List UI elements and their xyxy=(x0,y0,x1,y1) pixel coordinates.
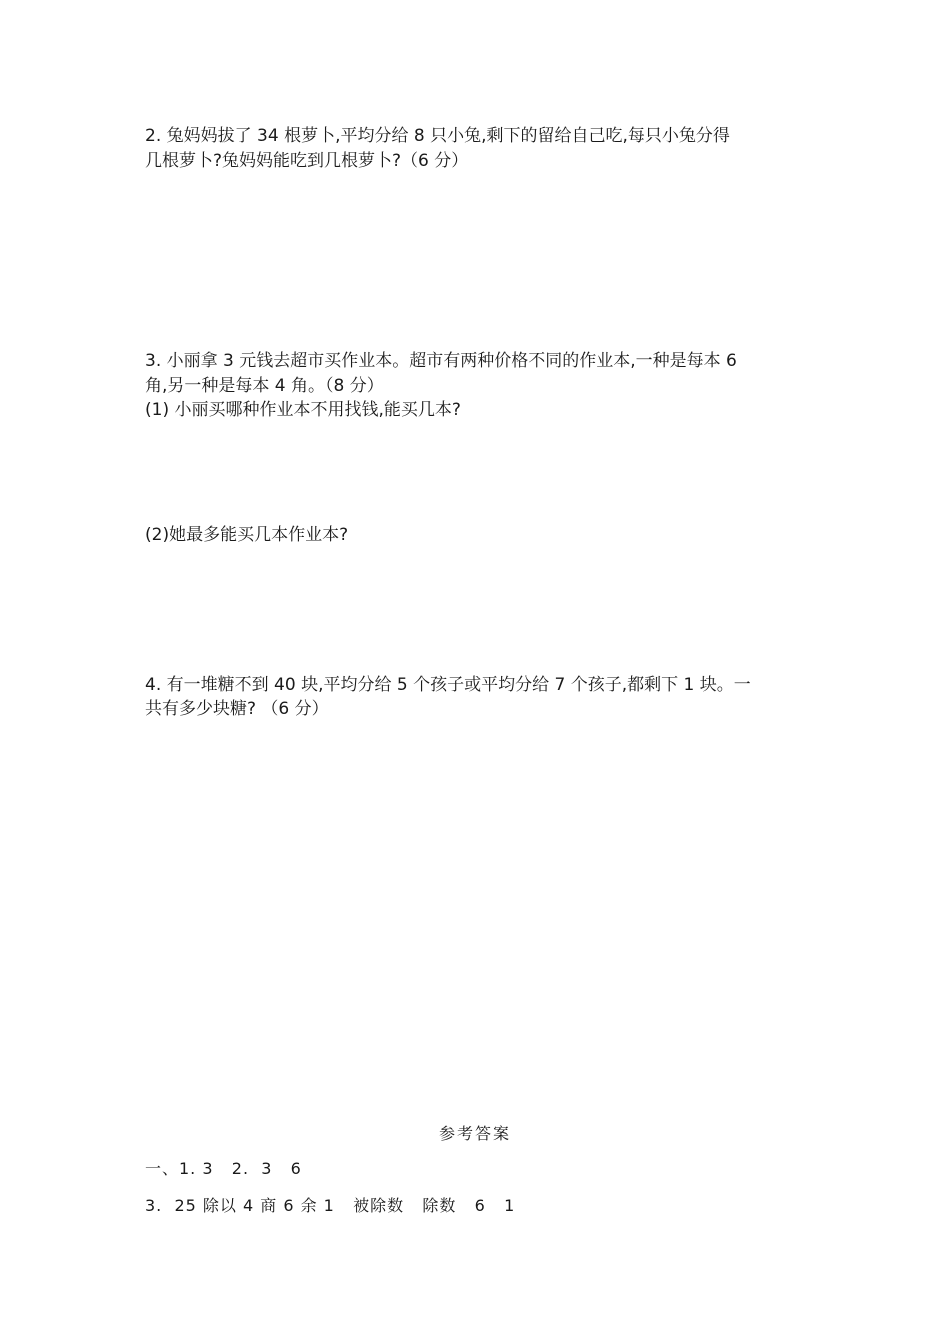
question-2-line-1: 2. 兔妈妈拔了 34 根萝卜,平均分给 8 只小兔,剩下的留给自己吃,每只小兔分得 xyxy=(145,126,730,146)
question-4-line-2: 共有多少块糖? （6 分） xyxy=(145,699,329,719)
answer-line-2: 3. 25 除以 4 商 6 余 1 被除数 除数 6 1 xyxy=(145,1196,516,1215)
answer-line-1: 一、1. 3 2. 3 6 xyxy=(145,1159,302,1178)
question-3-line-1: 3. 小丽拿 3 元钱去超市买作业本。超市有两种价格不同的作业本,一种是每本 6 xyxy=(145,351,737,371)
question-3-line-2: 角,另一种是每本 4 角。（8 分） xyxy=(145,376,384,396)
answer-key-title: 参考答案 xyxy=(438,1124,511,1143)
question-3-subquestion-1: (1) 小丽买哪种作业本不用找钱,能买几本? xyxy=(145,400,461,420)
question-4-line-1: 4. 有一堆糖不到 40 块,平均分给 5 个孩子或平均分给 7 个孩子,都剩下 1 块。一 xyxy=(145,675,751,695)
question-2-line-2: 几根萝卜?兔妈妈能吃到几根萝卜?（6 分） xyxy=(145,151,469,171)
question-3-subquestion-2: (2)她最多能买几本作业本? xyxy=(145,525,349,545)
